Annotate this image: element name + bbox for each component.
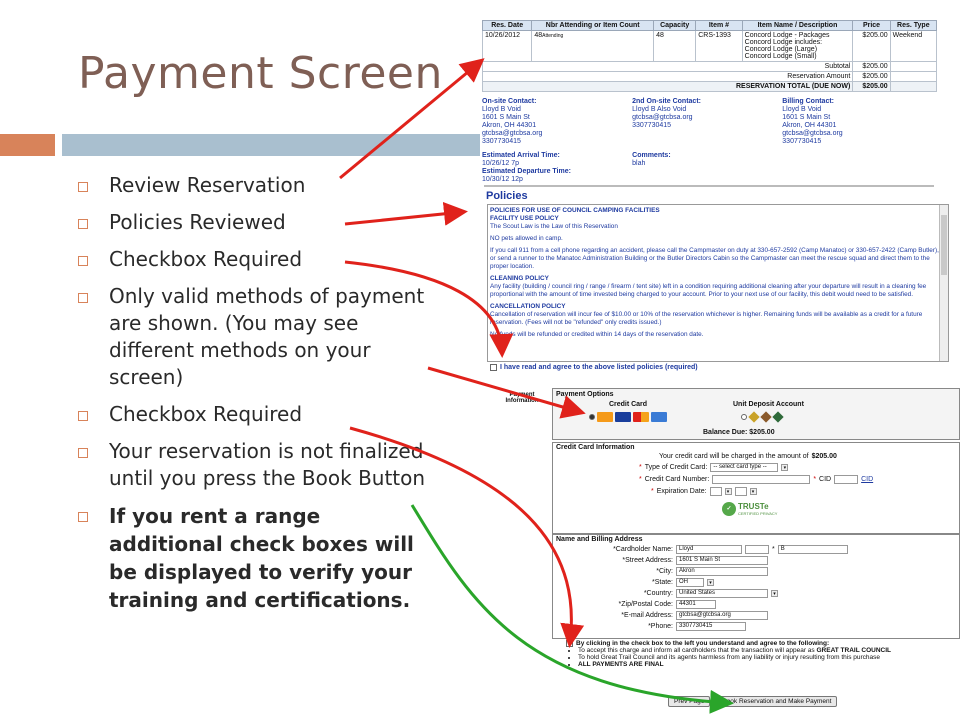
- truste-seal: [722, 502, 777, 516]
- zip-label: *Zip/Postal Code:: [618, 601, 673, 608]
- zip-input[interactable]: 44301: [676, 600, 716, 609]
- total-value: $205.00: [853, 82, 890, 92]
- city-input[interactable]: Akron: [676, 567, 768, 576]
- bullet-item: [75, 172, 435, 199]
- charge-amount: $205.00: [811, 453, 837, 460]
- bullet-item: [75, 502, 435, 614]
- onsite-contact: [482, 98, 632, 184]
- table-row: [483, 31, 937, 62]
- city-label: *City:: [656, 568, 673, 575]
- comments-label: Comments:: [632, 152, 671, 159]
- phone-input[interactable]: 3307730415: [676, 622, 746, 631]
- cardholder-first-input[interactable]: Lloyd: [676, 545, 742, 554]
- cid-help-link[interactable]: CID: [861, 476, 874, 483]
- contact-name: Lloyd B Void: [782, 106, 822, 113]
- street-input[interactable]: 1601 S Main St: [676, 556, 768, 565]
- payment-side-label: Payment Information: [505, 392, 539, 404]
- bullet-item: [75, 246, 435, 273]
- cell-capacity: 48: [654, 31, 696, 62]
- cell-item-no: CRS-1393: [696, 31, 742, 62]
- cid-label: CID: [819, 476, 832, 483]
- term-item: • To hold Great Trail Council and its agents harmless from any liability or injury resulting from this purchase: [578, 654, 960, 661]
- col-res-date: Res. Date: [483, 21, 532, 31]
- chevron-down-icon[interactable]: ▾: [771, 590, 778, 597]
- policy-text: If you call 911 from a cell phone regarding an accident, please call the Campmaster on duty at 330-657-2592 (Camp Manatoc) or 330-657-2422 (Camp Butler), or send a runner to the Manatoc Administration Building or the Butler Directors Cabin so the Campmaster can meet the rescue squad and direct them to the proper location.: [490, 247, 939, 270]
- contact-phone: 3307730415: [782, 138, 822, 145]
- bullet-text: Review Reservation: [109, 173, 306, 197]
- attending-count: 48: [534, 32, 543, 39]
- cardholder-last-input[interactable]: B: [778, 545, 848, 554]
- arrival-value: 10/26/12 7p: [482, 160, 519, 167]
- bullet-item: [75, 401, 435, 428]
- cell-price: $205.00: [853, 31, 890, 62]
- reservation-review-panel: [482, 20, 937, 190]
- reservation-table: [482, 20, 937, 92]
- contact-name: Lloyd B Void: [482, 106, 521, 113]
- contact-address: 1601 S Main St: [782, 114, 831, 121]
- credit-card-info-box: Credit Card Information Your credit card will be charged in the amount of $205.00 * Type of Credit Card: -- select card type -- ▾ * Credit Card Number: * CID CID * Expiration Date: ▾ ▾: [552, 442, 960, 534]
- bullet-text: If you rent a range additional check boxes will be displayed to verify your training and certifications.: [109, 504, 414, 612]
- form-buttons: [668, 696, 837, 707]
- billing-contact: [782, 98, 932, 184]
- bullet-item: [75, 283, 435, 391]
- exp-year-select[interactable]: [735, 487, 747, 496]
- contact-address: 1601 S Main St: [482, 114, 530, 121]
- cc-section-title: Credit Card Information: [556, 444, 635, 451]
- policies-scrollbar[interactable]: [939, 205, 948, 361]
- bullet-text: Only valid methods of payment are shown. (You may see different methods on your screen): [109, 284, 425, 389]
- bullet-square-icon: [78, 256, 88, 266]
- item-include-1: Concord Lodge (Large): [744, 46, 818, 53]
- col-res-type: Res. Type: [890, 21, 936, 31]
- col-capacity: Capacity: [654, 21, 696, 31]
- amount-label: Reservation Amount: [483, 72, 853, 82]
- chevron-down-icon[interactable]: ▾: [781, 464, 788, 471]
- terms-heading: By clicking in the check box to the left you understand and agree to the following:: [576, 640, 830, 647]
- facility-heading: FACILITY USE POLICY: [490, 215, 559, 222]
- contact-email: gtcbsa@gtcbsa.org: [632, 114, 693, 121]
- bullet-text: Checkbox Required: [109, 247, 303, 271]
- bullet-text: Checkbox Required: [109, 402, 303, 426]
- card-type-select[interactable]: -- select card type --: [710, 463, 778, 472]
- agree-policies-checkbox[interactable]: [490, 364, 497, 371]
- col-attending: Nbr Attending or Item Count: [532, 21, 654, 31]
- cell-type: Weekend: [890, 31, 936, 62]
- amex-card-icon: [651, 412, 667, 422]
- unit-deposit-radio[interactable]: [741, 414, 747, 420]
- contact-name: Lloyd B Also Void: [632, 106, 687, 113]
- country-label: *Country:: [643, 590, 673, 597]
- policy-text: Any facility (building / council ring / range / firearm / tent site) left in a condition requiring additional cleaning after your departure will result in a cleaning fee proportional with the amount of time invested being charged to your account. Prior to your next use of our facility, this debit would need to be satisfied.: [490, 283, 927, 298]
- truste-sublabel: CERTIFIED PRIVACY: [738, 511, 778, 516]
- contact-phone: 3307730415: [632, 122, 672, 129]
- scout-badge-icon: [748, 411, 759, 422]
- email-input[interactable]: gtcbsa@gtcbsa.org: [676, 611, 768, 620]
- credit-card-option[interactable]: [589, 401, 667, 422]
- policy-text: The Scout Law is the Law of this Reservation: [490, 223, 618, 230]
- payment-terms: [566, 640, 960, 668]
- agree-policies-label: I have read and agree to the above listed policies (required): [500, 364, 698, 371]
- payment-options-box: [552, 388, 960, 440]
- discover-card-icon: [597, 412, 613, 422]
- scout-badge-icon: [760, 411, 771, 422]
- unit-deposit-label: Unit Deposit Account: [733, 401, 804, 408]
- cancellation-heading: CANCELLATION POLICY: [490, 303, 566, 310]
- second-contact: [632, 98, 782, 184]
- state-label: *State:: [651, 579, 673, 586]
- billing-section-title: Name and Billing Address: [556, 536, 643, 543]
- col-price: Price: [853, 21, 890, 31]
- cid-input[interactable]: [834, 475, 858, 484]
- billing-address-box: Name and Billing Address *Cardholder Name: Lloyd * B *Street Address: 1601 S Main St *City: Akron *State: OH ▾ *Country: United States ▾ *Zip/Postal Code: 44301 *E-mail Address: gtcbsa@gtcbsa.org *Phone: 3307730415: [552, 534, 960, 639]
- policy-text: Cancellation of reservation will incur fee of $10.00 or 10% of the reservation whichever is higher. Remaining funds will be available as a credit for a future reservation. (Fees will not be "refunded" only credits issued.): [490, 311, 923, 326]
- card-type-label: Type of Credit Card:: [644, 464, 708, 471]
- cell-item-name: [742, 31, 853, 62]
- contact-email: gtcbsa@gtcbsa.org: [782, 130, 843, 137]
- departure-label: Estimated Departure Time:: [482, 168, 571, 175]
- street-label: *Street Address:: [622, 557, 673, 564]
- card-number-input[interactable]: [712, 475, 810, 484]
- term-item: • ALL PAYMENTS ARE FINAL: [578, 661, 960, 668]
- bullet-square-icon: [78, 182, 88, 192]
- bullet-text: Policies Reviewed: [109, 210, 286, 234]
- cell-date: 10/26/2012: [483, 31, 532, 62]
- item-include-2: Concord Lodge (Small): [744, 53, 817, 60]
- attending-suffix: Attending: [542, 33, 564, 39]
- subtotal-label: Subtotal: [483, 62, 853, 72]
- item-name: Concord Lodge - Packages: [744, 32, 830, 39]
- merchant-name: GREAT TRAIL COUNCIL: [816, 647, 891, 654]
- chevron-down-icon[interactable]: ▾: [707, 579, 714, 586]
- slide-title: Payment Screen: [78, 48, 443, 99]
- subtotal-value: $205.00: [853, 62, 890, 72]
- policies-scrollbox[interactable]: [487, 204, 949, 362]
- bullet-item: [75, 438, 435, 492]
- cardholder-middle-input[interactable]: [745, 545, 769, 554]
- exp-month-select[interactable]: [710, 487, 722, 496]
- bullet-square-icon: [78, 448, 88, 458]
- contacts-section: [482, 98, 937, 184]
- term-item: • To accept this charge and inform all cardholders that the transaction will appear as GREAT TRAIL COUNCIL: [578, 647, 960, 654]
- contact-email: gtcbsa@gtcbsa.org: [482, 130, 543, 137]
- credit-card-label: Credit Card: [608, 401, 648, 408]
- cleaning-heading: CLEANING POLICY: [490, 275, 549, 282]
- arrival-label: Estimated Arrival Time:: [482, 152, 560, 159]
- bullet-square-icon: [78, 512, 88, 522]
- amount-value: $205.00: [853, 72, 890, 82]
- bullet-square-icon: [78, 293, 88, 303]
- expiration-label: Expiration Date:: [656, 488, 707, 495]
- balance-due: Balance Due: $205.00: [703, 429, 775, 436]
- bullet-item: [75, 209, 435, 236]
- scout-badge-icon: [772, 411, 783, 422]
- total-label: RESERVATION TOTAL (DUE NOW): [483, 82, 853, 92]
- chevron-down-icon[interactable]: ▾: [750, 488, 757, 495]
- accent-bar-blue: [62, 134, 480, 156]
- policies-panel: [484, 185, 939, 375]
- scrollbar-thumb[interactable]: [941, 215, 947, 275]
- payment-panel: [500, 384, 960, 720]
- col-item-name: Item Name / Description: [742, 21, 853, 31]
- country-select[interactable]: United States: [676, 589, 768, 598]
- state-select[interactable]: OH: [676, 578, 704, 587]
- contact-header: On-site Contact:: [482, 98, 537, 105]
- col-item-no: Item #: [696, 21, 742, 31]
- truste-check-icon: ✓: [722, 502, 736, 516]
- policy-text: No funds will be refunded or credited within 14 days of the reservation date.: [490, 331, 704, 338]
- agree-terms-checkbox[interactable]: [566, 640, 573, 647]
- prev-page-button[interactable]: Prev Page: [668, 696, 710, 707]
- payment-options-title: Payment Options: [556, 391, 614, 398]
- bullet-text: Your reservation is not finalized until you press the Book Button: [109, 439, 426, 490]
- agree-policies-row[interactable]: [490, 364, 698, 371]
- mastercard-icon: [633, 412, 649, 422]
- email-label: *E-mail Address:: [621, 612, 673, 619]
- chevron-down-icon[interactable]: ▾: [725, 488, 732, 495]
- charge-text: Your credit card will be charged in the amount of: [659, 453, 809, 460]
- phone-label: *Phone:: [648, 623, 673, 630]
- contact-header: 2nd On-site Contact:: [632, 98, 701, 105]
- credit-card-radio[interactable]: [589, 414, 595, 420]
- contact-city: Akron, OH 44301: [782, 122, 837, 129]
- cardholder-label: *Cardholder Name:: [613, 546, 673, 553]
- contact-header: Billing Contact:: [782, 98, 834, 105]
- book-reservation-button[interactable]: Book Reservation and Make Payment: [716, 696, 837, 707]
- visa-card-icon: [615, 412, 631, 422]
- departure-value: 10/30/12 12p: [482, 176, 523, 183]
- card-number-label: Credit Card Number:: [644, 476, 710, 483]
- comments-value: blah: [632, 160, 646, 167]
- bullet-square-icon: [78, 219, 88, 229]
- contact-city: Akron, OH 44301: [482, 122, 537, 129]
- unit-deposit-option[interactable]: [733, 401, 804, 422]
- item-includes: Concord Lodge includes:: [744, 39, 823, 46]
- cell-attending: [532, 31, 654, 62]
- policy-text: NO pets allowed in camp.: [490, 235, 563, 242]
- truste-label: TRUSTe: [738, 502, 769, 511]
- bullet-list: [75, 172, 435, 624]
- accent-bar-orange: [0, 134, 55, 156]
- contact-phone: 3307730415: [482, 138, 521, 145]
- bullet-square-icon: [78, 411, 88, 421]
- policies-top-title: POLICIES FOR USE OF COUNCIL CAMPING FACILITIES: [490, 207, 660, 214]
- policies-heading: Policies: [486, 190, 528, 202]
